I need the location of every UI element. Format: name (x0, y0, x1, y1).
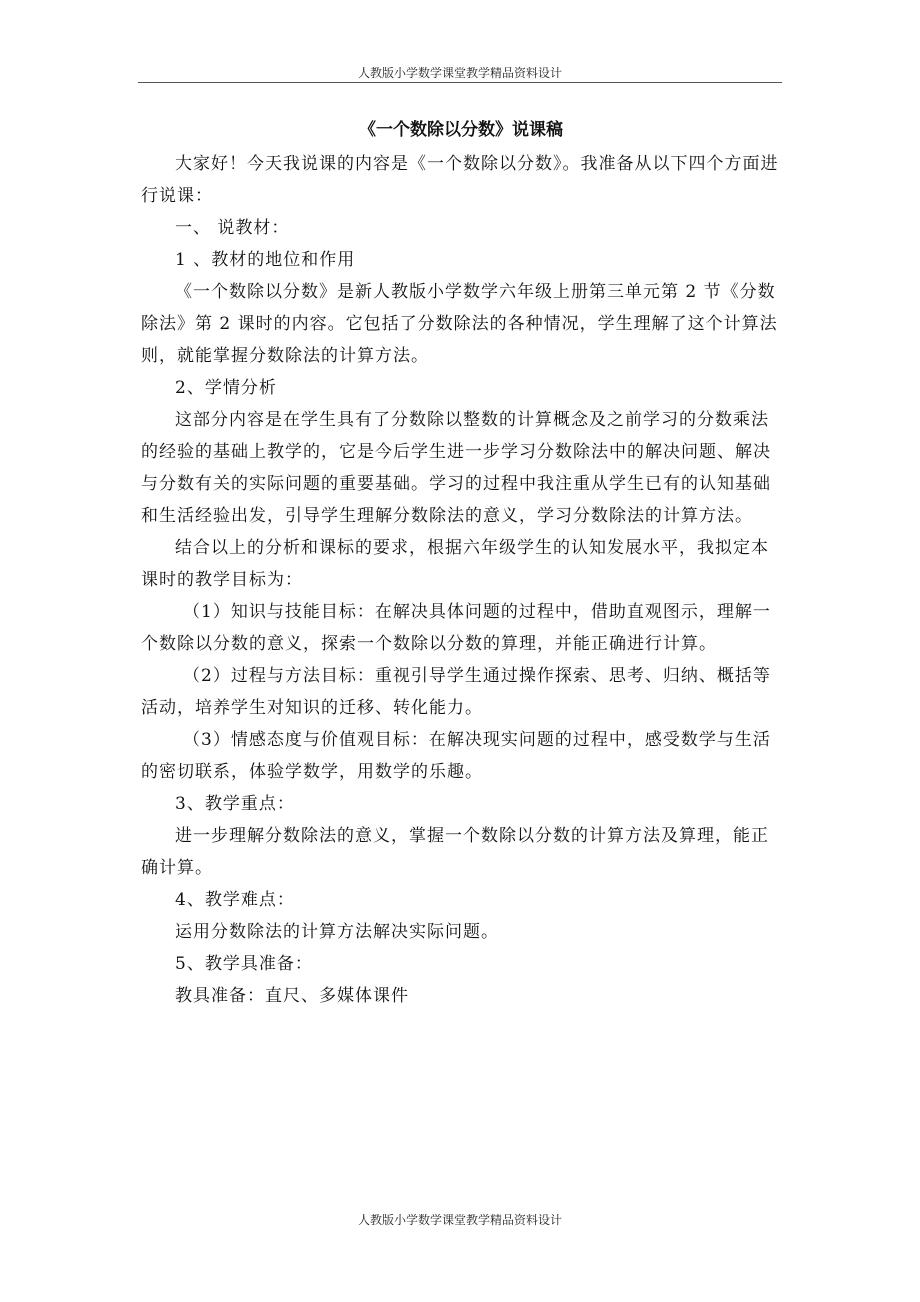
objective-knowledge: （1）知识与技能目标：在解决具体问题的过程中，借助直观图示，理解一个数除以分数的意义，探索一个数除以分数的算理，并能正确进行计算。 (141, 602, 771, 654)
paragraph-materials: 教具准备：直尺、多媒体课件 (175, 986, 409, 1006)
paragraph-student-analysis: 这部分内容是在学生具有了分数除以整数的计算概念及之前学习的分数乘法的经验的基础上教学的，它是今后学生进一步学习分数除法中的解决问题、解决与分数有关的实际问题的重要基础。学习的过程中我注重从学生已有的认知基础和生活经验出发，引导学生理解分数除法的意义，学习分数除法的计算方法。 (141, 410, 771, 526)
paragraph-difficulty: 运用分数除法的计算方法解决实际问题。 (175, 922, 499, 942)
objective-attitude: （3）情感态度与价值观目标：在解决现实问题的过程中，感受数学与生活的密切联系，体验学数学，用数学的乐趣。 (141, 730, 771, 782)
document-body (141, 118, 781, 1012)
document-title: 《一个数除以分数》说课稿 (359, 120, 563, 140)
subheading-difficulty: 4、教学难点： (175, 890, 295, 910)
paragraph-key-point: 进一步理解分数除法的意义，掌握一个数除以分数的计算方法及算理，能正确计算。 (141, 826, 769, 878)
paragraph-intro: 大家好！今天我说课的内容是《一个数除以分数》。我准备从以下四个方面进行说课： (141, 154, 779, 206)
page-header: 人教版小学数学课堂教学精品资料设计 (357, 66, 562, 80)
header-rule (138, 82, 782, 83)
subheading-role: 1 、教材的地位和作用 (175, 250, 356, 270)
subheading-key-point: 3、教学重点： (175, 794, 295, 814)
page-footer: 人教版小学数学课堂教学精品资料设计 (357, 1213, 562, 1227)
paragraph-goals-intro: 结合以上的分析和课标的要求，根据六年级学生的认知发展水平，我拟定本课时的教学目标为： (141, 538, 769, 590)
objective-process: （2）过程与方法目标：重视引导学生通过操作探索、思考、归纳、概括等活动，培养学生对知识的迁移、转化能力。 (141, 666, 771, 718)
subheading-student-analysis: 2、学情分析 (175, 378, 277, 398)
subheading-materials: 5、教学具准备： (175, 954, 313, 974)
paragraph-role: 《一个数除以分数》是新人教版小学数学六年级上册第三单元第 2 节《分数除法》第 2 课时的内容。它包括了分数除法的各种情况，学生理解了这个计算法则，就能掌握分数除法的计算方法。 (141, 282, 778, 366)
section-heading-textbook: 一、 说教材： (175, 218, 290, 238)
